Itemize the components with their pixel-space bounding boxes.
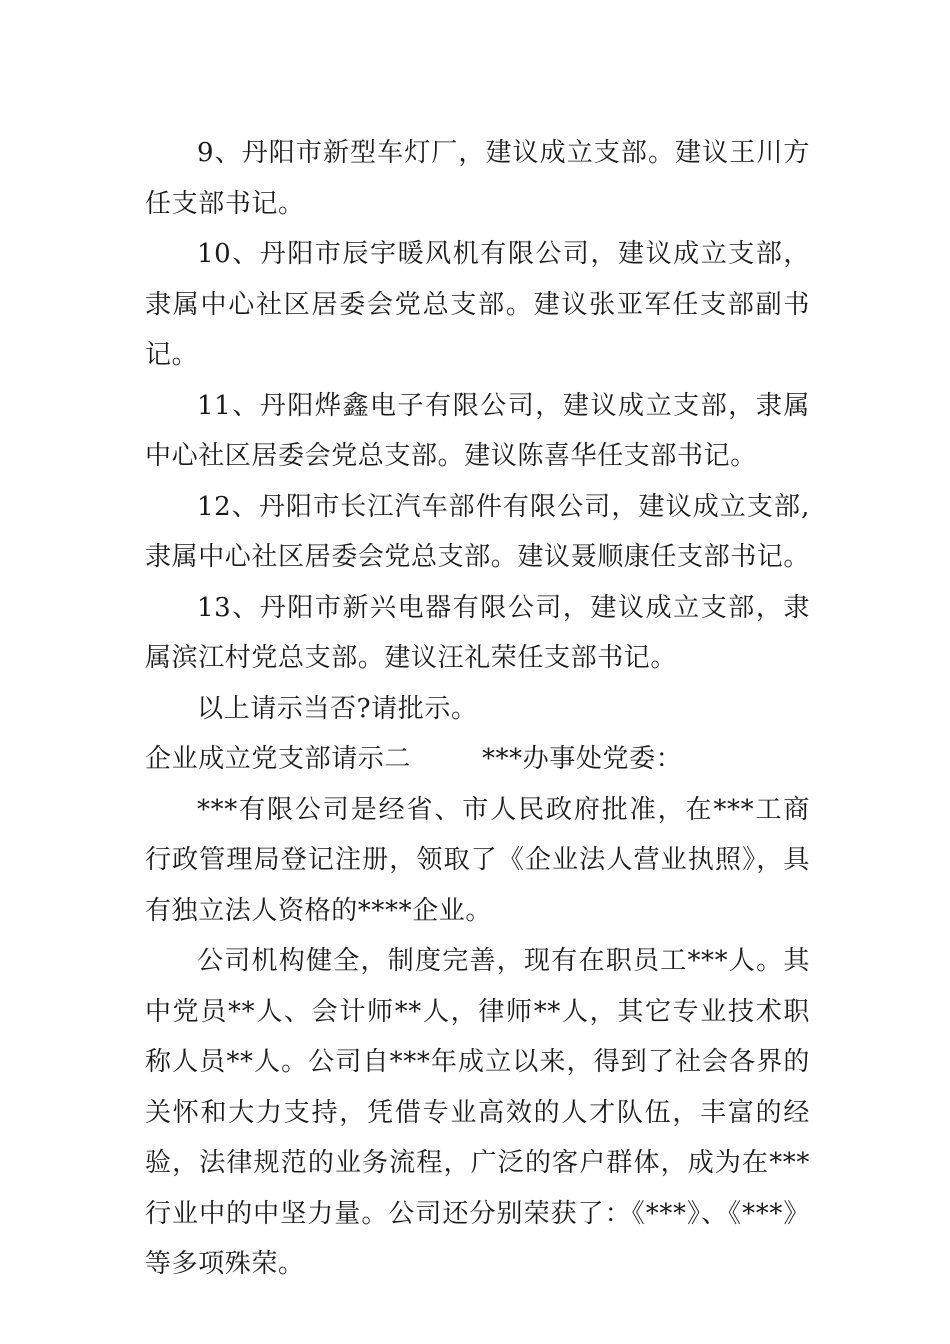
paragraph-item-9: 9、丹阳市新型车灯厂，建议成立支部。建议王川方任支部书记。	[145, 138, 810, 219]
addressee: ***办事处党委：	[481, 744, 683, 774]
paragraph-item-11: 11、丹阳烨鑫电子有限公司，建议成立支部，隶属中心社区居委会党总支部。建议陈喜华任支部书记。	[145, 390, 810, 471]
paragraph-item-10: 10、丹阳市辰宇暖风机有限公司，建议成立支部，隶属中心社区居委会党总支部。建议张亚军任支部副书记。	[145, 239, 810, 370]
company-intro-paragraph: ***有限公司是经省、市人民政府批准，在***工商行政管理局登记注册，领取了《企业法人营业执照》，具有独立法人资格的****企业。	[145, 794, 810, 926]
paragraph-item-13: 13、丹阳市新兴电器有限公司，建议成立支部，隶属滨江村党总支部。建议汪礼荣任支部书记。	[145, 592, 810, 673]
document-body	[145, 128, 810, 1290]
section-title: 企业成立党支部请示二	[145, 744, 412, 774]
paragraph-item-12: 12、丹阳市长江汽车部件有限公司，建议成立支部,隶属中心社区居委会党总支部。建议聂顺康任支部书记。	[145, 491, 811, 572]
closing-request: 以上请示当否?请批示。	[197, 693, 478, 724]
section-heading-line	[145, 734, 810, 785]
company-profile-paragraph: 公司机构健全，制度完善，现有在职员工***人。其中党员**人、会计师**人，律师**人，其它专业技术职称人员**人。公司自***年成立以来，得到了社会各界的关怀和大力支持，凭借专业高效的人才队伍，丰富的经验，法律规范的业务流程，广泛的客户群体，成为在***行业中的中坚力量。公司还分别荣获了：《***》、《***》等多项殊荣。	[145, 946, 810, 1279]
